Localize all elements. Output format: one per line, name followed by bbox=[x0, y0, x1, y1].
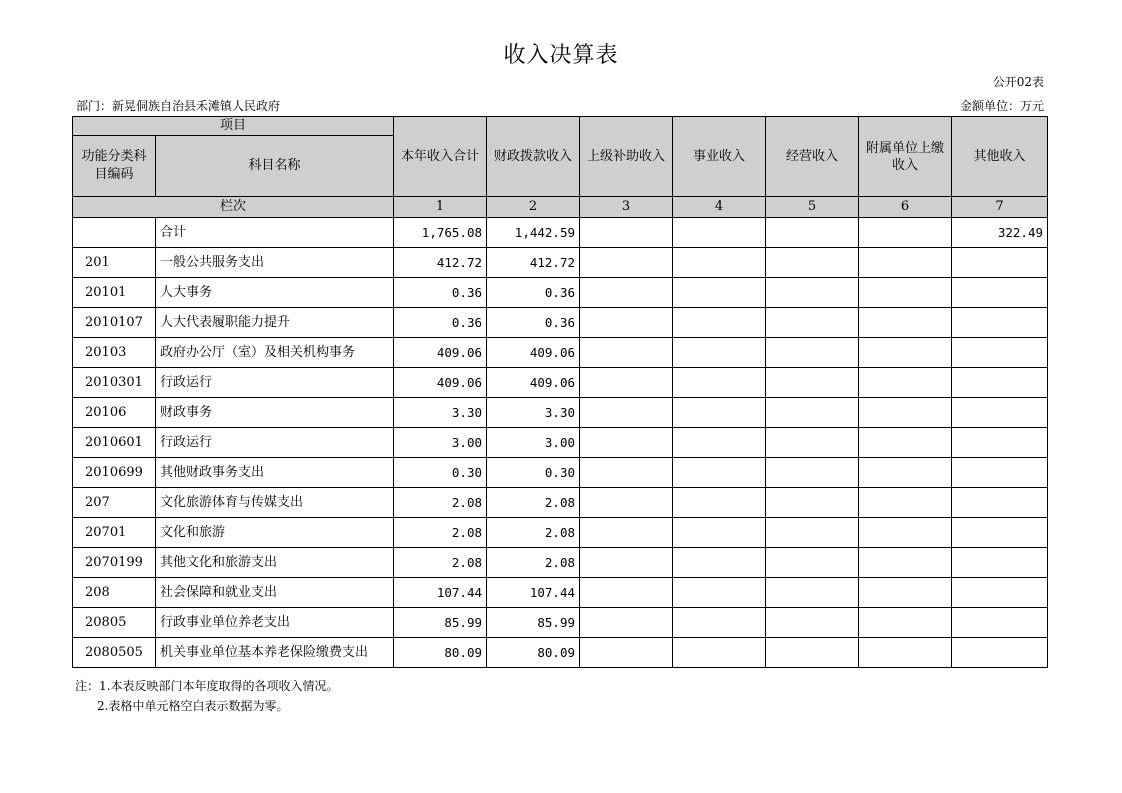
row-value bbox=[952, 458, 1048, 488]
row-value bbox=[580, 248, 673, 278]
row-value bbox=[766, 308, 859, 338]
row-value: 1,765.08 bbox=[394, 218, 487, 248]
row-value: 3.00 bbox=[487, 428, 580, 458]
row-value bbox=[673, 308, 766, 338]
row-value bbox=[952, 428, 1048, 458]
row-value bbox=[859, 368, 952, 398]
header-col-other: 其他收入 bbox=[952, 117, 1048, 197]
table-row bbox=[73, 368, 1048, 398]
col-number: 1 bbox=[394, 197, 487, 218]
row-value: 409.06 bbox=[487, 338, 580, 368]
row-value bbox=[952, 368, 1048, 398]
row-value bbox=[580, 398, 673, 428]
row-value bbox=[673, 518, 766, 548]
row-code: 2010601 bbox=[73, 428, 156, 458]
row-value: 409.06 bbox=[394, 368, 487, 398]
row-value bbox=[859, 608, 952, 638]
row-name: 行政运行 bbox=[156, 368, 394, 398]
row-value bbox=[766, 488, 859, 518]
row-value bbox=[673, 248, 766, 278]
row-value bbox=[859, 278, 952, 308]
row-code: 20701 bbox=[73, 518, 156, 548]
row-value bbox=[580, 278, 673, 308]
row-code: 2010699 bbox=[73, 458, 156, 488]
unit-label: 金额单位：万元 bbox=[959, 99, 1044, 113]
row-value bbox=[766, 608, 859, 638]
table-row bbox=[73, 578, 1048, 608]
row-code: 20101 bbox=[73, 278, 156, 308]
row-value: 2.08 bbox=[394, 488, 487, 518]
row-value: 0.36 bbox=[394, 308, 487, 338]
header-col-affiliated: 附属单位上缴收入 bbox=[859, 117, 952, 197]
row-value bbox=[673, 368, 766, 398]
table-row bbox=[73, 428, 1048, 458]
row-value bbox=[580, 608, 673, 638]
row-value bbox=[859, 398, 952, 428]
row-code bbox=[73, 218, 156, 248]
row-value: 412.72 bbox=[394, 248, 487, 278]
row-name: 人大代表履职能力提升 bbox=[156, 308, 394, 338]
row-value bbox=[859, 548, 952, 578]
row-value: 107.44 bbox=[394, 578, 487, 608]
row-name: 一般公共服务支出 bbox=[156, 248, 394, 278]
row-value: 2.08 bbox=[394, 518, 487, 548]
row-value bbox=[673, 428, 766, 458]
header-code: 功能分类科目编码 bbox=[73, 136, 156, 197]
row-value: 0.36 bbox=[487, 278, 580, 308]
table-body bbox=[73, 218, 1048, 668]
notes bbox=[75, 676, 338, 716]
page-title: 收入决算表 bbox=[503, 43, 619, 68]
row-value: 0.36 bbox=[487, 308, 580, 338]
row-value bbox=[952, 578, 1048, 608]
row-value bbox=[766, 458, 859, 488]
row-value bbox=[766, 368, 859, 398]
row-name: 文化旅游体育与传媒支出 bbox=[156, 488, 394, 518]
row-value: 322.49 bbox=[952, 218, 1048, 248]
row-code: 20805 bbox=[73, 608, 156, 638]
table-row bbox=[73, 458, 1048, 488]
table-row bbox=[73, 398, 1048, 428]
row-value bbox=[859, 638, 952, 668]
row-value: 85.99 bbox=[394, 608, 487, 638]
row-value bbox=[766, 338, 859, 368]
table-header bbox=[73, 117, 1048, 218]
row-value bbox=[952, 488, 1048, 518]
row-value bbox=[952, 398, 1048, 428]
row-value: 0.36 bbox=[394, 278, 487, 308]
row-value bbox=[766, 518, 859, 548]
row-value bbox=[766, 278, 859, 308]
row-value bbox=[580, 218, 673, 248]
row-value: 80.09 bbox=[394, 638, 487, 668]
header-col-operating: 经营收入 bbox=[766, 117, 859, 197]
row-name: 行政事业单位养老支出 bbox=[156, 608, 394, 638]
row-value bbox=[580, 488, 673, 518]
row-code: 2010301 bbox=[73, 368, 156, 398]
row-name: 其他文化和旅游支出 bbox=[156, 548, 394, 578]
row-code: 208 bbox=[73, 578, 156, 608]
department-label: 部门：新晃侗族自治县禾滩镇人民政府 bbox=[76, 99, 281, 113]
row-value: 85.99 bbox=[487, 608, 580, 638]
row-value: 409.06 bbox=[394, 338, 487, 368]
row-name: 政府办公厅（室）及相关机构事务 bbox=[156, 338, 394, 368]
table-row bbox=[73, 278, 1048, 308]
row-value bbox=[673, 338, 766, 368]
row-value bbox=[580, 518, 673, 548]
row-name: 社会保障和就业支出 bbox=[156, 578, 394, 608]
row-value: 0.30 bbox=[394, 458, 487, 488]
row-value bbox=[580, 308, 673, 338]
row-code: 20106 bbox=[73, 398, 156, 428]
row-value bbox=[673, 458, 766, 488]
row-value: 2.08 bbox=[487, 518, 580, 548]
table-row bbox=[73, 638, 1048, 668]
row-value: 1,442.59 bbox=[487, 218, 580, 248]
row-value: 409.06 bbox=[487, 368, 580, 398]
row-value: 3.00 bbox=[394, 428, 487, 458]
row-name: 人大事务 bbox=[156, 278, 394, 308]
row-value bbox=[952, 608, 1048, 638]
row-value bbox=[952, 278, 1048, 308]
row-value bbox=[580, 428, 673, 458]
row-value: 107.44 bbox=[487, 578, 580, 608]
row-value bbox=[766, 218, 859, 248]
col-number: 3 bbox=[580, 197, 673, 218]
col-number: 2 bbox=[487, 197, 580, 218]
row-value bbox=[859, 458, 952, 488]
row-name: 行政运行 bbox=[156, 428, 394, 458]
table-row bbox=[73, 338, 1048, 368]
table-row bbox=[73, 518, 1048, 548]
header-col-total: 本年收入合计 bbox=[394, 117, 487, 197]
row-value bbox=[673, 398, 766, 428]
row-name: 文化和旅游 bbox=[156, 518, 394, 548]
row-value bbox=[580, 368, 673, 398]
row-name: 财政事务 bbox=[156, 398, 394, 428]
row-value bbox=[766, 548, 859, 578]
row-value bbox=[766, 578, 859, 608]
col-number: 4 bbox=[673, 197, 766, 218]
row-value bbox=[952, 308, 1048, 338]
income-table bbox=[72, 116, 1048, 668]
row-value bbox=[580, 548, 673, 578]
row-value: 2.08 bbox=[394, 548, 487, 578]
col-number: 5 bbox=[766, 197, 859, 218]
form-number: 公开02表 bbox=[992, 75, 1044, 89]
table-row bbox=[73, 218, 1048, 248]
row-value bbox=[859, 428, 952, 458]
header-name: 科目名称 bbox=[156, 136, 394, 197]
row-code: 201 bbox=[73, 248, 156, 278]
row-code: 207 bbox=[73, 488, 156, 518]
table-row bbox=[73, 308, 1048, 338]
table-row bbox=[73, 608, 1048, 638]
row-value: 0.30 bbox=[487, 458, 580, 488]
row-value bbox=[859, 578, 952, 608]
row-value bbox=[580, 458, 673, 488]
row-value: 3.30 bbox=[487, 398, 580, 428]
row-value: 80.09 bbox=[487, 638, 580, 668]
header-row-label: 栏次 bbox=[73, 197, 394, 218]
row-value bbox=[859, 218, 952, 248]
row-value bbox=[859, 488, 952, 518]
note-1: 注：1.本表反映部门本年度取得的各项收入情况。 bbox=[75, 679, 339, 693]
row-value bbox=[673, 638, 766, 668]
row-value bbox=[952, 518, 1048, 548]
header-col-fiscal: 财政拨款收入 bbox=[487, 117, 580, 197]
row-code: 2080505 bbox=[73, 638, 156, 668]
row-value bbox=[580, 638, 673, 668]
col-number: 6 bbox=[859, 197, 952, 218]
table-row bbox=[73, 488, 1048, 518]
row-code: 2070199 bbox=[73, 548, 156, 578]
row-value bbox=[952, 638, 1048, 668]
row-value bbox=[859, 308, 952, 338]
row-value bbox=[859, 518, 952, 548]
table-row bbox=[73, 248, 1048, 278]
row-value: 412.72 bbox=[487, 248, 580, 278]
row-value bbox=[766, 398, 859, 428]
row-value bbox=[952, 548, 1048, 578]
row-value bbox=[580, 578, 673, 608]
header-col-business: 事业收入 bbox=[673, 117, 766, 197]
row-value bbox=[766, 638, 859, 668]
row-value: 2.08 bbox=[487, 548, 580, 578]
row-value: 2.08 bbox=[487, 488, 580, 518]
row-value bbox=[673, 578, 766, 608]
row-code: 2010107 bbox=[73, 308, 156, 338]
row-name: 合计 bbox=[156, 218, 394, 248]
table-row bbox=[73, 548, 1048, 578]
row-code: 20103 bbox=[73, 338, 156, 368]
row-value bbox=[580, 338, 673, 368]
row-value bbox=[952, 248, 1048, 278]
row-value bbox=[673, 488, 766, 518]
header-item: 项目 bbox=[73, 117, 394, 136]
row-value bbox=[952, 338, 1048, 368]
row-name: 其他财政事务支出 bbox=[156, 458, 394, 488]
row-value bbox=[673, 218, 766, 248]
row-value bbox=[673, 278, 766, 308]
row-value bbox=[673, 548, 766, 578]
row-value bbox=[859, 248, 952, 278]
row-value bbox=[673, 608, 766, 638]
row-value bbox=[766, 248, 859, 278]
header-col-superior-subsidy: 上级补助收入 bbox=[580, 117, 673, 197]
row-value bbox=[859, 338, 952, 368]
note-2: 2.表格中单元格空白表示数据为零。 bbox=[97, 699, 289, 713]
row-value: 3.30 bbox=[394, 398, 487, 428]
row-name: 机关事业单位基本养老保险缴费支出 bbox=[156, 638, 394, 668]
row-value bbox=[766, 428, 859, 458]
col-number: 7 bbox=[952, 197, 1048, 218]
